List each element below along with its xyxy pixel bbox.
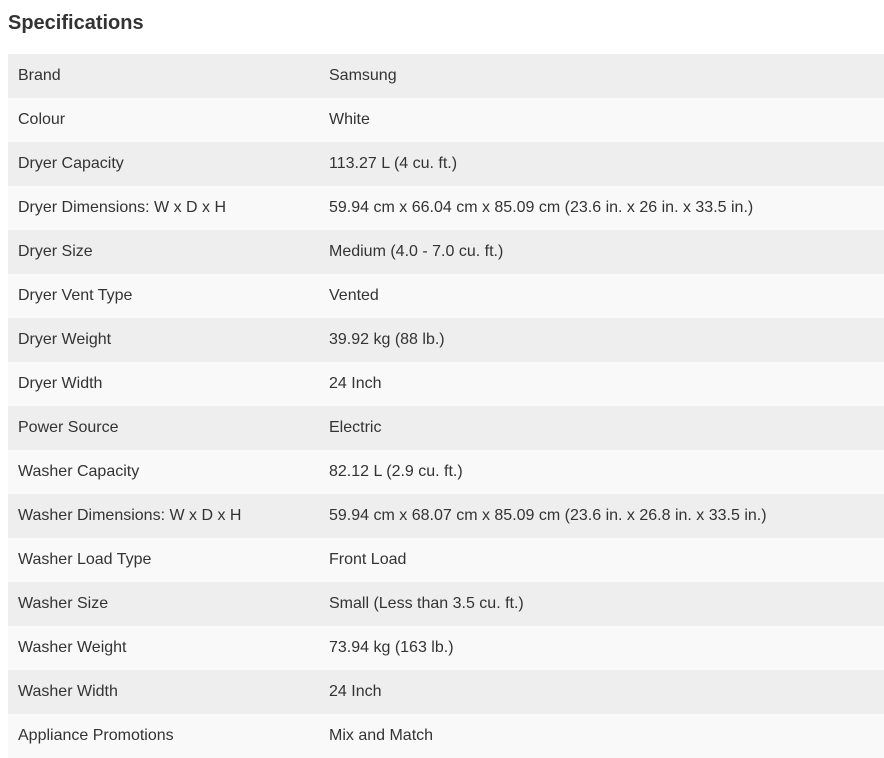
spec-row-washer-dimensions — [8, 494, 884, 538]
spec-value: 39.92 kg (88 lb.) — [329, 331, 445, 348]
spec-label: Dryer Capacity — [18, 155, 124, 172]
spec-row-dryer-width — [8, 362, 884, 406]
spec-row-appliance-promotions — [8, 714, 884, 758]
spec-label: Washer Weight — [18, 639, 127, 656]
spec-row-power-source — [8, 406, 884, 450]
spec-value: White — [329, 111, 370, 128]
spec-row-dryer-dimensions — [8, 186, 884, 230]
spec-value: Medium (4.0 - 7.0 cu. ft.) — [329, 243, 504, 260]
spec-row-dryer-vent-type — [8, 274, 884, 318]
spec-value: Electric — [329, 419, 382, 436]
spec-value: 82.12 L (2.9 cu. ft.) — [329, 463, 463, 480]
spec-row-dryer-weight — [8, 318, 884, 362]
spec-row-washer-load-type — [8, 538, 884, 582]
specifications-table — [8, 54, 884, 758]
spec-value: Small (Less than 3.5 cu. ft.) — [329, 595, 524, 612]
spec-row-washer-size — [8, 582, 884, 626]
spec-value: Vented — [329, 287, 379, 304]
spec-label: Washer Size — [18, 595, 109, 612]
spec-value: Mix and Match — [329, 727, 434, 744]
spec-label: Washer Width — [18, 683, 118, 700]
spec-row-dryer-capacity — [8, 142, 884, 186]
page-title: Specifications — [8, 12, 144, 34]
spec-row-washer-width — [8, 670, 884, 714]
spec-label: Washer Capacity — [18, 463, 140, 480]
spec-value: Samsung — [329, 67, 397, 84]
spec-label: Dryer Width — [18, 375, 103, 392]
spec-row-brand — [8, 54, 884, 98]
spec-value: 59.94 cm x 66.04 cm x 85.09 cm (23.6 in. x 26 in. x 33.5 in.) — [329, 199, 754, 216]
spec-value: 24 Inch — [329, 375, 382, 392]
spec-label: Dryer Weight — [18, 331, 112, 348]
spec-row-colour — [8, 98, 884, 142]
spec-value: 73.94 kg (163 lb.) — [329, 639, 454, 656]
spec-row-washer-weight — [8, 626, 884, 670]
spec-label: Power Source — [18, 419, 119, 436]
spec-row-dryer-size — [8, 230, 884, 274]
spec-label: Colour — [18, 111, 66, 128]
spec-label: Appliance Promotions — [18, 727, 174, 744]
spec-label: Brand — [18, 67, 61, 84]
spec-value: 24 Inch — [329, 683, 382, 700]
spec-label: Dryer Size — [18, 243, 93, 260]
spec-label: Dryer Dimensions: W x D x H — [18, 199, 227, 216]
spec-label: Dryer Vent Type — [18, 287, 133, 304]
spec-label: Washer Load Type — [18, 551, 152, 568]
spec-label: Washer Dimensions: W x D x H — [18, 507, 242, 524]
spec-value: Front Load — [329, 551, 407, 568]
spec-value: 113.27 L (4 cu. ft.) — [329, 155, 458, 172]
spec-row-washer-capacity — [8, 450, 884, 494]
spec-value: 59.94 cm x 68.07 cm x 85.09 cm (23.6 in. x 26.8 in. x 33.5 in.) — [329, 507, 767, 524]
